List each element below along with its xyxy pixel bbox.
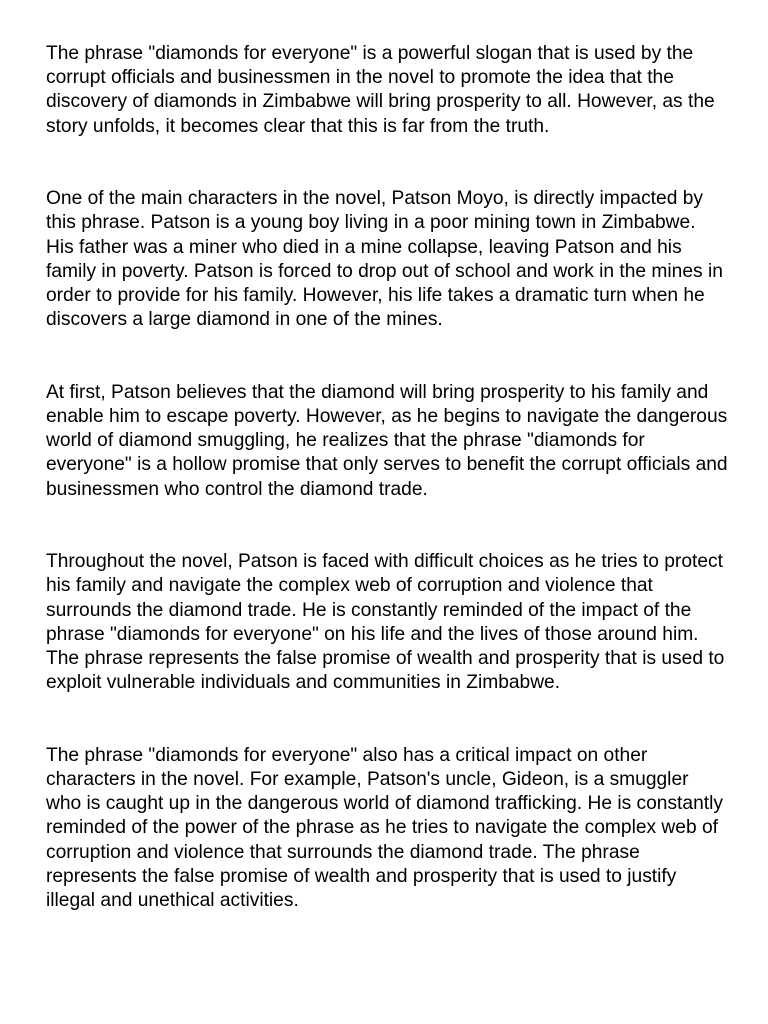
paragraph-intro: The phrase "diamonds for everyone" is a powerful slogan that is used by the corrupt officials and businessmen in the novel to promote the idea that the discovery of diamonds in Zimbabwe will bring prosperity to all. However, as the story unfolds, it becomes clear that this is far from the truth. [46,43,715,137]
paragraph-patson-moyo: One of the main characters in the novel, Patson Moyo, is directly impacted by this phrase. Patson is a young boy living in a poor mining town in Zimbabwe. His father was a miner who died in a mine collapse, leaving Patson and his family in poverty. Patson is forced to drop out of school and work in the mines in order to provide for his family. However, his life takes a dramatic turn when he discovers a large diamond in one of the mines. [46,188,723,331]
paragraph-first-belief: At first, Patson believes that the diamond will bring prosperity to his family and enable him to escape poverty. However, as he begins to navigate the dangerous world of diamond smuggling, he realizes that the phrase "diamonds for everyone" is a hollow promise that only serves to benefit the corrupt officials and businessmen who control the diamond trade. [46,381,728,500]
paragraph-other-characters: The phrase "diamonds for everyone" also has a critical impact on other characters in the novel. For example, Patson's uncle, Gideon, is a smuggler who is caught up in the dangerous world of diamond trafficking. He is constantly reminded of the power of the phrase as he tries to navigate the complex web of corruption and violence that surrounds the diamond trade. The phrase represents the false promise of wealth and prosperity that is used to justify illegal and unethical activities. [46,744,723,912]
paragraph-difficult-choices: Throughout the novel, Patson is faced with difficult choices as he tries to protect his family and navigate the complex web of corruption and violence that surrounds the diamond trade. He is constantly reminded of the impact of the phrase "diamonds for everyone" on his life and the lives of those around him. The phrase represents the false promise of wealth and prosperity that is used to exploit vulnerable individuals and communities in Zimbabwe. [46,551,725,694]
